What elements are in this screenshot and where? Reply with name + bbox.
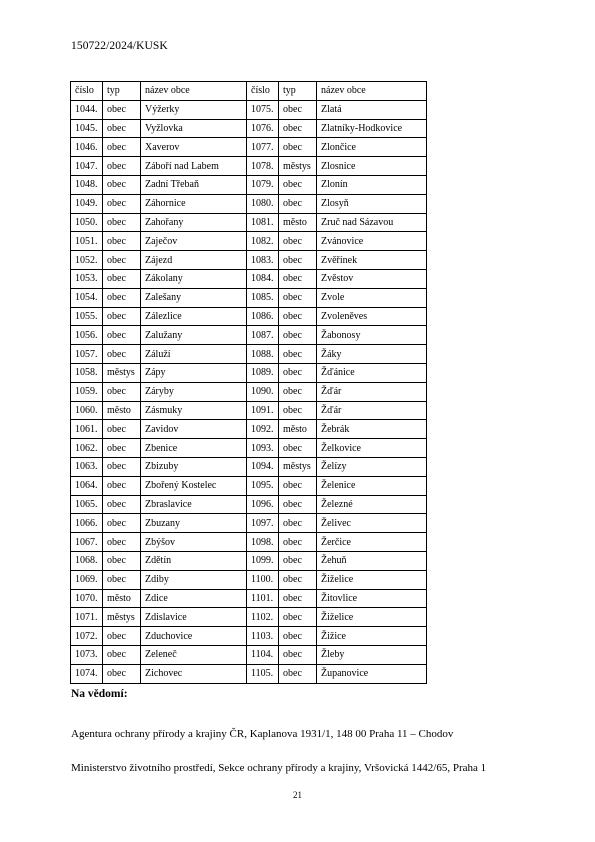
municipality-name: Zvěřínek (317, 251, 427, 270)
row-number: 1061. (71, 420, 103, 439)
row-number: 1056. (71, 326, 103, 345)
municipality-type: obec (279, 326, 317, 345)
table-row (71, 551, 427, 570)
table-row (71, 439, 427, 458)
table-row (71, 138, 427, 157)
municipality-type: město (103, 589, 141, 608)
municipality-name: Zvěstov (317, 269, 427, 288)
municipality-name: Želízy (317, 457, 427, 476)
municipality-name: Žďár (317, 401, 427, 420)
column-header-type: typ (279, 82, 317, 101)
table-row (71, 664, 427, 683)
table-row (71, 363, 427, 382)
row-number: 1086. (247, 307, 279, 326)
table-row (71, 232, 427, 251)
municipality-type: obec (103, 232, 141, 251)
row-number: 1069. (71, 570, 103, 589)
municipality-name: Zbořený Kostelec (141, 476, 247, 495)
row-number: 1051. (71, 232, 103, 251)
municipality-name: Želkovice (317, 439, 427, 458)
municipality-name: Záluží (141, 345, 247, 364)
municipality-type: obec (103, 570, 141, 589)
row-number: 1103. (247, 627, 279, 646)
municipality-type: obec (279, 307, 317, 326)
row-number: 1068. (71, 551, 103, 570)
municipality-type: obec (103, 307, 141, 326)
municipality-type: obec (279, 589, 317, 608)
municipality-type: obec (279, 138, 317, 157)
column-header-number: číslo (247, 82, 279, 101)
row-number: 1077. (247, 138, 279, 157)
row-number: 1070. (71, 589, 103, 608)
municipality-name: Zlosnice (317, 157, 427, 176)
municipality-type: obec (103, 476, 141, 495)
row-number: 1049. (71, 194, 103, 213)
table-row (71, 288, 427, 307)
row-number: 1099. (247, 551, 279, 570)
municipality-type: obec (279, 627, 317, 646)
municipality-name: Zadní Třebaň (141, 175, 247, 194)
table-row (71, 194, 427, 213)
row-number: 1057. (71, 345, 103, 364)
row-number: 1088. (247, 345, 279, 364)
row-number: 1046. (71, 138, 103, 157)
municipality-type: obec (103, 439, 141, 458)
municipality-type: obec (103, 326, 141, 345)
municipality-name: Žebrák (317, 420, 427, 439)
row-number: 1075. (247, 100, 279, 119)
row-number: 1105. (247, 664, 279, 683)
municipality-type: obec (279, 570, 317, 589)
row-number: 1091. (247, 401, 279, 420)
table-row (71, 645, 427, 664)
municipality-type: obec (279, 119, 317, 138)
municipality-type: obec (279, 439, 317, 458)
municipality-name: Zdětín (141, 551, 247, 570)
municipality-name: Zájezd (141, 251, 247, 270)
municipality-name: Žďánice (317, 363, 427, 382)
row-number: 1079. (247, 175, 279, 194)
municipality-name: Zalužany (141, 326, 247, 345)
municipality-type: obec (279, 476, 317, 495)
municipality-type: obec (279, 645, 317, 664)
municipality-type: obec (279, 382, 317, 401)
row-number: 1067. (71, 533, 103, 552)
municipality-type: obec (103, 138, 141, 157)
table-row (71, 533, 427, 552)
municipality-type: obec (103, 269, 141, 288)
municipality-type: obec (279, 664, 317, 683)
row-number: 1048. (71, 175, 103, 194)
row-number: 1090. (247, 382, 279, 401)
municipality-type: obec (279, 401, 317, 420)
municipality-name: Výžerky (141, 100, 247, 119)
table-row (71, 476, 427, 495)
table-row (71, 251, 427, 270)
municipality-name: Zvánovice (317, 232, 427, 251)
municipality-table (70, 81, 427, 684)
municipality-name: Zduchovice (141, 627, 247, 646)
table-row (71, 345, 427, 364)
municipality-name: Žáky (317, 345, 427, 364)
municipality-name: Zalešany (141, 288, 247, 307)
municipality-name: Záboří nad Labem (141, 157, 247, 176)
municipality-type: obec (103, 251, 141, 270)
municipality-type: obec (279, 100, 317, 119)
municipality-type: město (279, 420, 317, 439)
municipality-type: obec (279, 551, 317, 570)
municipality-type: městys (279, 157, 317, 176)
municipality-type: obec (279, 608, 317, 627)
municipality-name: Zlosyň (317, 194, 427, 213)
table-row (71, 495, 427, 514)
table-row (71, 608, 427, 627)
row-number: 1066. (71, 514, 103, 533)
municipality-type: obec (103, 175, 141, 194)
municipality-name: Xaverov (141, 138, 247, 157)
row-number: 1080. (247, 194, 279, 213)
row-number: 1078. (247, 157, 279, 176)
municipality-name: Vyžlovka (141, 119, 247, 138)
municipality-name: Zlončice (317, 138, 427, 157)
table-header-row (71, 82, 427, 101)
municipality-type: obec (103, 664, 141, 683)
row-number: 1052. (71, 251, 103, 270)
municipality-type: obec (103, 645, 141, 664)
municipality-name: Žabonosy (317, 326, 427, 345)
municipality-name: Zdice (141, 589, 247, 608)
municipality-name: Zálezlice (141, 307, 247, 326)
municipality-name: Žleby (317, 645, 427, 664)
row-number: 1055. (71, 307, 103, 326)
table-row (71, 401, 427, 420)
municipality-name: Zlatníky-Hodkovice (317, 119, 427, 138)
municipality-type: obec (279, 269, 317, 288)
municipality-name: Záhornice (141, 194, 247, 213)
municipality-type: obec (103, 119, 141, 138)
row-number: 1065. (71, 495, 103, 514)
notice-title: Na vědomí: (71, 688, 128, 700)
municipality-type: obec (103, 288, 141, 307)
table-row (71, 627, 427, 646)
municipality-name: Zaječov (141, 232, 247, 251)
table-row (71, 589, 427, 608)
row-number: 1072. (71, 627, 103, 646)
municipality-type: obec (103, 627, 141, 646)
municipality-type: obec (279, 175, 317, 194)
document-reference-number: 150722/2024/KUSK (71, 40, 168, 52)
row-number: 1073. (71, 645, 103, 664)
row-number: 1081. (247, 213, 279, 232)
column-header-name: název obce (141, 82, 247, 101)
row-number: 1083. (247, 251, 279, 270)
row-number: 1085. (247, 288, 279, 307)
row-number: 1050. (71, 213, 103, 232)
municipality-type: obec (279, 194, 317, 213)
municipality-name: Zbuzany (141, 514, 247, 533)
row-number: 1063. (71, 457, 103, 476)
municipality-name: Zvoleněves (317, 307, 427, 326)
row-number: 1071. (71, 608, 103, 627)
row-number: 1087. (247, 326, 279, 345)
municipality-type: městys (103, 363, 141, 382)
row-number: 1064. (71, 476, 103, 495)
municipality-name: Zlonín (317, 175, 427, 194)
municipality-type: obec (279, 363, 317, 382)
row-number: 1098. (247, 533, 279, 552)
row-number: 1058. (71, 363, 103, 382)
municipality-type: obec (279, 232, 317, 251)
row-number: 1074. (71, 664, 103, 683)
table-row (71, 457, 427, 476)
municipality-name: Zbenice (141, 439, 247, 458)
municipality-type: obec (279, 345, 317, 364)
municipality-name: Žiželice (317, 608, 427, 627)
table-row (71, 119, 427, 138)
municipality-name: Zlatá (317, 100, 427, 119)
municipality-type: městys (279, 457, 317, 476)
row-number: 1045. (71, 119, 103, 138)
municipality-name: Županovice (317, 664, 427, 683)
municipality-name: Zbraslavice (141, 495, 247, 514)
municipality-name: Zbýšov (141, 533, 247, 552)
table-body (71, 100, 427, 683)
municipality-type: obec (103, 551, 141, 570)
column-header-name: název obce (317, 82, 427, 101)
municipality-name: Zichovec (141, 664, 247, 683)
municipality-type: obec (103, 213, 141, 232)
row-number: 1097. (247, 514, 279, 533)
municipality-name: Zavidov (141, 420, 247, 439)
row-number: 1053. (71, 269, 103, 288)
municipality-name: Žerčice (317, 533, 427, 552)
municipality-type: město (103, 401, 141, 420)
notice-recipient: Ministerstvo životního prostředí, Sekce ochrany přírody a krajiny, Vršovická 1442/65, Praha 1 (71, 762, 487, 774)
row-number: 1093. (247, 439, 279, 458)
table-row (71, 326, 427, 345)
municipality-name: Žďár (317, 382, 427, 401)
row-number: 1092. (247, 420, 279, 439)
municipality-name: Zásmuky (141, 401, 247, 420)
table-row (71, 307, 427, 326)
municipality-name: Záryby (141, 382, 247, 401)
municipality-name: Zdiby (141, 570, 247, 589)
row-number: 1100. (247, 570, 279, 589)
municipality-type: obec (103, 420, 141, 439)
notice-recipient: Agentura ochrany přírody a krajiny ČR, Kaplanova 1931/1, 148 00 Praha 11 – Chodov (71, 728, 454, 740)
municipality-type: obec (279, 495, 317, 514)
row-number: 1095. (247, 476, 279, 495)
row-number: 1094. (247, 457, 279, 476)
municipality-name: Zdislavice (141, 608, 247, 627)
table-row (71, 269, 427, 288)
table-row (71, 213, 427, 232)
row-number: 1089. (247, 363, 279, 382)
municipality-name: Zvole (317, 288, 427, 307)
row-number: 1101. (247, 589, 279, 608)
municipality-name: Zákolany (141, 269, 247, 288)
column-header-type: typ (103, 82, 141, 101)
row-number: 1060. (71, 401, 103, 420)
municipality-type: obec (103, 345, 141, 364)
municipality-type: město (279, 213, 317, 232)
municipality-type: obec (279, 288, 317, 307)
row-number: 1044. (71, 100, 103, 119)
municipality-type: obec (103, 533, 141, 552)
municipality-type: obec (279, 514, 317, 533)
row-number: 1096. (247, 495, 279, 514)
row-number: 1102. (247, 608, 279, 627)
page-number: 21 (293, 790, 302, 800)
table-row (71, 570, 427, 589)
municipality-name: Zruč nad Sázavou (317, 213, 427, 232)
row-number: 1059. (71, 382, 103, 401)
municipality-type: obec (103, 382, 141, 401)
municipality-type: obec (279, 251, 317, 270)
municipality-name: Zbizuby (141, 457, 247, 476)
table-row (71, 420, 427, 439)
municipality-type: obec (103, 514, 141, 533)
municipality-name: Železné (317, 495, 427, 514)
municipality-name: Zápy (141, 363, 247, 382)
municipality-type: obec (279, 533, 317, 552)
row-number: 1104. (247, 645, 279, 664)
municipality-name: Zeleneč (141, 645, 247, 664)
row-number: 1047. (71, 157, 103, 176)
municipality-name: Zahořany (141, 213, 247, 232)
municipality-name: Žižice (317, 627, 427, 646)
row-number: 1084. (247, 269, 279, 288)
row-number: 1054. (71, 288, 103, 307)
municipality-type: obec (103, 457, 141, 476)
row-number: 1076. (247, 119, 279, 138)
table-row (71, 514, 427, 533)
row-number: 1062. (71, 439, 103, 458)
municipality-type: obec (103, 157, 141, 176)
municipality-name: Žiželice (317, 570, 427, 589)
table-row (71, 382, 427, 401)
municipality-type: obec (103, 194, 141, 213)
row-number: 1082. (247, 232, 279, 251)
municipality-type: obec (103, 100, 141, 119)
municipality-name: Žehuň (317, 551, 427, 570)
municipality-type: obec (103, 495, 141, 514)
table-row (71, 100, 427, 119)
municipality-name: Žitovlice (317, 589, 427, 608)
municipality-type: městys (103, 608, 141, 627)
column-header-number: číslo (71, 82, 103, 101)
table-row (71, 175, 427, 194)
municipality-name: Želivec (317, 514, 427, 533)
table-row (71, 157, 427, 176)
municipality-name: Želenice (317, 476, 427, 495)
